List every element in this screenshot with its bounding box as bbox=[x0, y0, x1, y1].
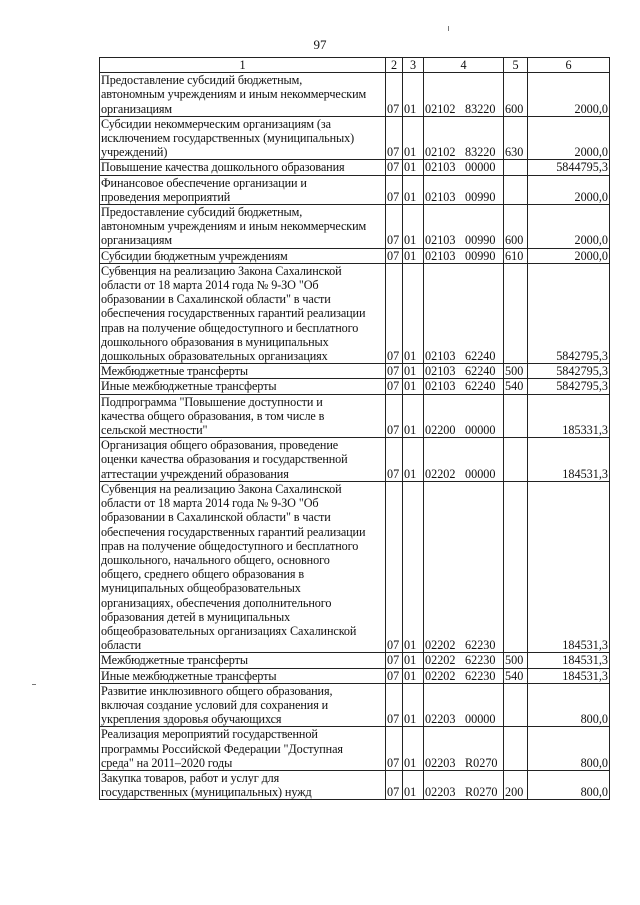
table-row bbox=[100, 379, 610, 394]
header-row bbox=[100, 58, 610, 73]
row-name: Организация общего образования, проведение оценки качества образования и государственной аттестации учреждений образования bbox=[100, 438, 386, 482]
subsection-code: 01 bbox=[403, 683, 424, 727]
amount: 184531,3 bbox=[528, 653, 610, 668]
subsection-code: 01 bbox=[403, 175, 424, 204]
table-row bbox=[100, 175, 610, 204]
expense-type-code bbox=[504, 263, 528, 363]
row-name: Предоставление субсидий бюджетным, автономным учреждениям и иным некоммерческим организациям bbox=[100, 205, 386, 249]
target-article bbox=[424, 116, 504, 160]
amount: 800,0 bbox=[528, 683, 610, 727]
table-row bbox=[100, 160, 610, 175]
table-row bbox=[100, 364, 610, 379]
amount: 2000,0 bbox=[528, 248, 610, 263]
row-name: Субсидии бюджетным учреждениям bbox=[100, 248, 386, 263]
program-code: 02102 bbox=[425, 145, 456, 160]
table-row bbox=[100, 668, 610, 683]
direction-code: R0270 bbox=[465, 755, 498, 770]
expense-type-code: 200 bbox=[504, 770, 528, 799]
section-code: 07 bbox=[386, 438, 403, 482]
target-article bbox=[424, 379, 504, 394]
row-name: Субсидии некоммерческим организациям (за исключением государственных (муниципальных) учреждений) bbox=[100, 116, 386, 160]
program-code: 02202 bbox=[425, 638, 456, 653]
amount: 5842795,3 bbox=[528, 364, 610, 379]
target-article bbox=[424, 160, 504, 175]
section-code: 07 bbox=[386, 770, 403, 799]
section-code: 07 bbox=[386, 481, 403, 652]
row-name: Межбюджетные трансферты bbox=[100, 364, 386, 379]
row-name: Субвенция на реализацию Закона Сахалинской области от 18 марта 2014 года № 9-ЗО "Об образовании в Сахалинской области" в части обеспечения государственных гарантий реализации прав на получение общедоступного и бесплатного дошкольного, начального общего, основного общего, среднего общего образования в муниципальных общеобразовательных организациях, обеспечения дополнительного образования детей в муниципальных общеобразовательных организациях Сахалинской области bbox=[100, 481, 386, 652]
section-code: 07 bbox=[386, 73, 403, 117]
amount: 2000,0 bbox=[528, 116, 610, 160]
row-name: Иные межбюджетные трансферты bbox=[100, 379, 386, 394]
target-article bbox=[424, 394, 504, 438]
program-code: 02103 bbox=[425, 248, 456, 263]
target-article bbox=[424, 653, 504, 668]
expense-type-code: 610 bbox=[504, 248, 528, 263]
direction-code: 00990 bbox=[465, 233, 496, 248]
table-row bbox=[100, 438, 610, 482]
program-code: 02103 bbox=[425, 364, 456, 379]
program-code: 02103 bbox=[425, 349, 456, 364]
amount: 2000,0 bbox=[528, 175, 610, 204]
program-code: 02203 bbox=[425, 712, 456, 727]
target-article bbox=[424, 770, 504, 799]
target-article bbox=[424, 668, 504, 683]
target-article bbox=[424, 438, 504, 482]
subsection-code: 01 bbox=[403, 668, 424, 683]
table-row bbox=[100, 727, 610, 771]
scan-mark bbox=[448, 26, 449, 31]
subsection-code: 01 bbox=[403, 160, 424, 175]
section-code: 07 bbox=[386, 248, 403, 263]
row-name: Закупка товаров, работ и услуг для государственных (муниципальных) нужд bbox=[100, 770, 386, 799]
row-name: Финансовое обеспечение организации и проведения мероприятий bbox=[100, 175, 386, 204]
table-row bbox=[100, 653, 610, 668]
program-code: 02102 bbox=[425, 101, 456, 116]
section-code: 07 bbox=[386, 653, 403, 668]
subsection-code: 01 bbox=[403, 364, 424, 379]
program-code: 02202 bbox=[425, 668, 456, 683]
column-header: 1 bbox=[100, 58, 386, 73]
subsection-code: 01 bbox=[403, 727, 424, 771]
subsection-code: 01 bbox=[403, 116, 424, 160]
expense-type-code: 630 bbox=[504, 116, 528, 160]
direction-code: 00000 bbox=[465, 466, 496, 481]
expense-type-code: 600 bbox=[504, 73, 528, 117]
expense-type-code bbox=[504, 160, 528, 175]
expense-type-code bbox=[504, 727, 528, 771]
program-code: 02103 bbox=[425, 160, 456, 175]
direction-code: 00000 bbox=[465, 160, 496, 175]
amount: 185331,3 bbox=[528, 394, 610, 438]
table-row bbox=[100, 770, 610, 799]
direction-code: 62240 bbox=[465, 379, 496, 394]
target-article bbox=[424, 205, 504, 249]
expense-type-code bbox=[504, 481, 528, 652]
table-row bbox=[100, 394, 610, 438]
direction-code: 00990 bbox=[465, 189, 496, 204]
program-code: 02202 bbox=[425, 653, 456, 668]
amount: 2000,0 bbox=[528, 205, 610, 249]
section-code: 07 bbox=[386, 379, 403, 394]
amount: 184531,3 bbox=[528, 481, 610, 652]
row-name: Подпрограмма "Повышение доступности и качества общего образования, в том числе в сельской местности" bbox=[100, 394, 386, 438]
program-code: 02103 bbox=[425, 379, 456, 394]
column-header: 4 bbox=[424, 58, 504, 73]
table-row bbox=[100, 481, 610, 652]
direction-code: 62240 bbox=[465, 349, 496, 364]
direction-code: 00000 bbox=[465, 712, 496, 727]
program-code: 02200 bbox=[425, 423, 456, 438]
direction-code: 62230 bbox=[465, 653, 496, 668]
table-row bbox=[100, 263, 610, 363]
subsection-code: 01 bbox=[403, 481, 424, 652]
expense-type-code bbox=[504, 683, 528, 727]
expense-type-code: 540 bbox=[504, 668, 528, 683]
expense-type-code: 500 bbox=[504, 364, 528, 379]
program-code: 02103 bbox=[425, 233, 456, 248]
amount: 800,0 bbox=[528, 727, 610, 771]
row-name: Предоставление субсидий бюджетным, автономным учреждениям и иным некоммерческим организациям bbox=[100, 73, 386, 117]
table-row bbox=[100, 116, 610, 160]
table-row bbox=[100, 683, 610, 727]
amount: 5842795,3 bbox=[528, 379, 610, 394]
section-code: 07 bbox=[386, 263, 403, 363]
target-article bbox=[424, 263, 504, 363]
amount: 800,0 bbox=[528, 770, 610, 799]
table-row bbox=[100, 248, 610, 263]
expense-type-code: 600 bbox=[504, 205, 528, 249]
row-name: Межбюджетные трансферты bbox=[100, 653, 386, 668]
subsection-code: 01 bbox=[403, 438, 424, 482]
subsection-code: 01 bbox=[403, 394, 424, 438]
row-name: Субвенция на реализацию Закона Сахалинской области от 18 марта 2014 года № 9-ЗО "Об образовании в Сахалинской области" в части обеспечения государственных гарантий реализации прав на получение общедоступного и бесплатного дошкольного образования в муниципальных дошкольных образовательных организациях bbox=[100, 263, 386, 363]
program-code: 02203 bbox=[425, 785, 456, 800]
direction-code: 00000 bbox=[465, 423, 496, 438]
direction-code: 62230 bbox=[465, 668, 496, 683]
expense-type-code bbox=[504, 438, 528, 482]
program-code: 02103 bbox=[425, 189, 456, 204]
section-code: 07 bbox=[386, 727, 403, 771]
direction-code: 62230 bbox=[465, 638, 496, 653]
section-code: 07 bbox=[386, 394, 403, 438]
target-article bbox=[424, 364, 504, 379]
expense-type-code: 540 bbox=[504, 379, 528, 394]
column-header: 3 bbox=[403, 58, 424, 73]
section-code: 07 bbox=[386, 160, 403, 175]
row-name: Иные межбюджетные трансферты bbox=[100, 668, 386, 683]
subsection-code: 01 bbox=[403, 770, 424, 799]
table-row bbox=[100, 73, 610, 117]
expense-type-code bbox=[504, 394, 528, 438]
program-code: 02202 bbox=[425, 466, 456, 481]
amount: 2000,0 bbox=[528, 73, 610, 117]
subsection-code: 01 bbox=[403, 379, 424, 394]
target-article bbox=[424, 481, 504, 652]
row-name: Повышение качества дошкольного образования bbox=[100, 160, 386, 175]
scan-mark bbox=[32, 684, 36, 685]
program-code: 02203 bbox=[425, 755, 456, 770]
row-name: Реализация мероприятий государственной программы Российской Федерации "Доступная среда" на 2011–2020 годы bbox=[100, 727, 386, 771]
subsection-code: 01 bbox=[403, 205, 424, 249]
section-code: 07 bbox=[386, 175, 403, 204]
section-code: 07 bbox=[386, 364, 403, 379]
section-code: 07 bbox=[386, 205, 403, 249]
subsection-code: 01 bbox=[403, 73, 424, 117]
budget-table bbox=[99, 57, 610, 800]
subsection-code: 01 bbox=[403, 653, 424, 668]
direction-code: 83220 bbox=[465, 101, 496, 116]
subsection-code: 01 bbox=[403, 248, 424, 263]
page-number: 97 bbox=[313, 37, 327, 52]
target-article bbox=[424, 73, 504, 117]
target-article bbox=[424, 248, 504, 263]
section-code: 07 bbox=[386, 683, 403, 727]
direction-code: R0270 bbox=[465, 785, 498, 800]
section-code: 07 bbox=[386, 116, 403, 160]
column-header: 2 bbox=[386, 58, 403, 73]
expense-type-code bbox=[504, 175, 528, 204]
direction-code: 00990 bbox=[465, 248, 496, 263]
amount: 5842795,3 bbox=[528, 263, 610, 363]
amount: 5844795,3 bbox=[528, 160, 610, 175]
expense-type-code: 500 bbox=[504, 653, 528, 668]
amount: 184531,3 bbox=[528, 438, 610, 482]
table-row bbox=[100, 205, 610, 249]
amount: 184531,3 bbox=[528, 668, 610, 683]
column-header: 5 bbox=[504, 58, 528, 73]
column-header: 6 bbox=[528, 58, 610, 73]
subsection-code: 01 bbox=[403, 263, 424, 363]
section-code: 07 bbox=[386, 668, 403, 683]
direction-code: 62240 bbox=[465, 364, 496, 379]
target-article bbox=[424, 727, 504, 771]
direction-code: 83220 bbox=[465, 145, 496, 160]
row-name: Развитие инклюзивного общего образования, включая создание условий для сохранения и укрепления здоровья обучающихся bbox=[100, 683, 386, 727]
target-article bbox=[424, 683, 504, 727]
target-article bbox=[424, 175, 504, 204]
